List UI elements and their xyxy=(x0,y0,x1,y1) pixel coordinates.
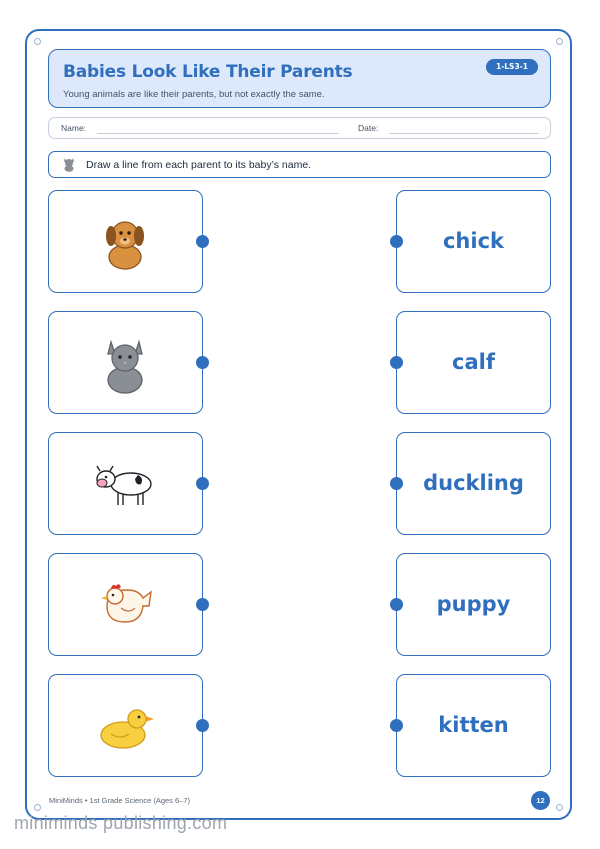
corner-dot xyxy=(556,804,563,811)
standard-code-badge: 1-LS3-1 xyxy=(486,59,538,75)
corner-dot xyxy=(34,804,41,811)
corner-dot xyxy=(556,38,563,45)
instruction-box xyxy=(48,151,551,178)
cat-icon xyxy=(99,336,151,399)
parent-card-hen xyxy=(48,553,203,656)
baby-name: calf xyxy=(452,350,495,374)
baby-name-card xyxy=(396,553,551,656)
parent-card-dog xyxy=(48,190,203,293)
baby-name-card xyxy=(396,311,551,414)
cow-icon xyxy=(94,463,156,516)
watermark: miniminds publishing.com xyxy=(14,813,228,833)
connect-dot[interactable] xyxy=(196,477,209,490)
baby-name-card xyxy=(396,674,551,777)
connect-dot[interactable] xyxy=(196,719,209,732)
connect-dot[interactable] xyxy=(196,598,209,611)
instruction-text: Draw a line from each parent to its baby’s name. xyxy=(86,159,312,171)
parent-card-cow xyxy=(48,432,203,535)
corner-dot xyxy=(34,38,41,45)
footer-credit: MiniMinds • 1st Grade Science (Ages 6–7) xyxy=(49,796,191,805)
parent-card-cat xyxy=(48,311,203,414)
baby-name: chick xyxy=(442,229,504,253)
page-title: Babies Look Like Their Parents xyxy=(63,62,353,82)
parent-card-duck xyxy=(48,674,203,777)
worksheet-header xyxy=(48,49,551,108)
baby-name: kitten xyxy=(438,713,509,737)
dog-icon xyxy=(99,215,151,276)
page-number-badge: 12 xyxy=(531,791,550,810)
name-label: Name: xyxy=(61,123,87,133)
duck-icon xyxy=(97,705,157,756)
baby-name: duckling xyxy=(423,471,524,495)
connect-dot[interactable] xyxy=(196,356,209,369)
page-subtitle: Young animals are like their parents, but not exactly the same. xyxy=(63,89,325,100)
date-field[interactable] xyxy=(389,133,539,134)
hen-icon xyxy=(99,578,155,635)
baby-name-card xyxy=(396,190,551,293)
name-date-row xyxy=(48,117,551,139)
baby-name: puppy xyxy=(436,592,511,616)
name-field[interactable] xyxy=(97,133,339,134)
baby-name-card xyxy=(396,432,551,535)
cat-icon xyxy=(63,157,75,177)
connect-dot[interactable] xyxy=(196,235,209,248)
date-label: Date: xyxy=(358,123,379,133)
